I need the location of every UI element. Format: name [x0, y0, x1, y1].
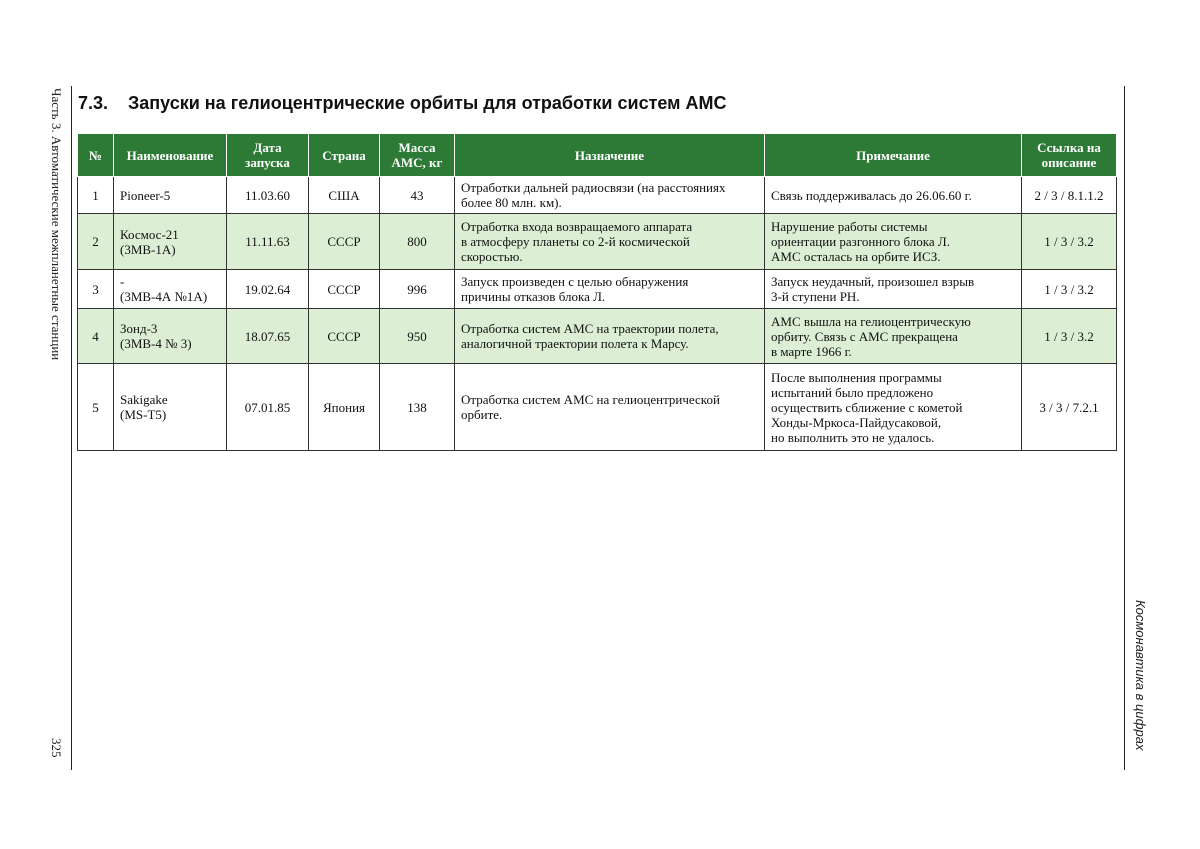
cell-reference: 3 / 3 / 7.2.1 [1022, 364, 1117, 451]
cell-name: Космос-21 (3МВ-1А) [114, 214, 227, 270]
running-header-right [1130, 600, 1148, 770]
header-country: Страна [309, 134, 380, 177]
cell-number: 5 [78, 364, 114, 451]
table-row [78, 214, 1117, 270]
page-number: 325 [49, 738, 64, 758]
cell-date: 19.02.64 [227, 270, 309, 309]
cell-number: 2 [78, 214, 114, 270]
header-purpose: Назначение [455, 134, 765, 177]
cell-reference: 1 / 3 / 3.2 [1022, 270, 1117, 309]
part-title: Часть 3. Автоматические межпланетные станции [49, 88, 64, 361]
table-row [78, 270, 1117, 309]
section-heading [78, 93, 726, 114]
cell-purpose: Отработки дальней радиосвязи (на расстояниях более 80 млн. км). [455, 177, 765, 214]
header-reference: Ссылка на описание [1022, 134, 1117, 177]
cell-country: СССР [309, 270, 380, 309]
cell-purpose: Отработка входа возвращаемого аппарата в атмосферу планеты со 2-й космической скоростью. [455, 214, 765, 270]
cell-date: 07.01.85 [227, 364, 309, 451]
cell-mass: 950 [380, 309, 455, 364]
launches-table [77, 133, 1117, 451]
cell-number: 4 [78, 309, 114, 364]
table-row [78, 309, 1117, 364]
cell-name: Зонд-3 (3МВ-4 № 3) [114, 309, 227, 364]
table-header-row [78, 134, 1117, 177]
header-note: Примечание [765, 134, 1022, 177]
header-name: Наименование [114, 134, 227, 177]
table-row [78, 364, 1117, 451]
cell-note: АМС вышла на гелиоцентрическую орбиту. Связь с АМС прекращена в марте 1966 г. [765, 309, 1022, 364]
cell-country: СССР [309, 309, 380, 364]
cell-number: 3 [78, 270, 114, 309]
right-margin-rule [1124, 86, 1125, 770]
page-number-block [46, 738, 64, 768]
cell-date: 11.03.60 [227, 177, 309, 214]
cell-name: Sakigake (MS-T5) [114, 364, 227, 451]
cell-note: После выполнения программы испытаний было предложено осуществить сближение с кометой Хонды-Мркоса-Пайдусаковой, но выполнить это не удалось. [765, 364, 1022, 451]
cell-mass: 138 [380, 364, 455, 451]
running-header-left [46, 88, 64, 388]
cell-purpose: Отработка систем АМС на траектории полета, аналогичной траектории полета к Марсу. [455, 309, 765, 364]
cell-reference: 1 / 3 / 3.2 [1022, 309, 1117, 364]
header-mass: Масса АМС, кг [380, 134, 455, 177]
cell-date: 18.07.65 [227, 309, 309, 364]
book-title: Космонавтика в цифрах [1133, 600, 1148, 751]
header-date: Дата запуска [227, 134, 309, 177]
cell-note: Запуск неудачный, произошел взрыв 3-й ступени РН. [765, 270, 1022, 309]
table-row [78, 177, 1117, 214]
cell-country: США [309, 177, 380, 214]
cell-country: Япония [309, 364, 380, 451]
cell-reference: 2 / 3 / 8.1.1.2 [1022, 177, 1117, 214]
cell-mass: 800 [380, 214, 455, 270]
cell-name: Pioneer-5 [114, 177, 227, 214]
cell-reference: 1 / 3 / 3.2 [1022, 214, 1117, 270]
cell-country: СССР [309, 214, 380, 270]
cell-mass: 43 [380, 177, 455, 214]
cell-note: Нарушение работы системы ориентации разгонного блока Л. АМС осталась на орбите ИСЗ. [765, 214, 1022, 270]
section-number: 7.3. [78, 93, 109, 113]
cell-purpose: Отработка систем АМС на гелиоцентрической орбите. [455, 364, 765, 451]
section-title: Запуски на гелиоцентрические орбиты для отработки систем АМС [128, 93, 727, 113]
cell-purpose: Запуск произведен с целью обнаружения причины отказов блока Л. [455, 270, 765, 309]
cell-name: - (3МВ-4А №1А) [114, 270, 227, 309]
cell-date: 11.11.63 [227, 214, 309, 270]
header-number: № [78, 134, 114, 177]
cell-number: 1 [78, 177, 114, 214]
cell-note: Связь поддерживалась до 26.06.60 г. [765, 177, 1022, 214]
left-margin-rule [71, 86, 72, 770]
cell-mass: 996 [380, 270, 455, 309]
